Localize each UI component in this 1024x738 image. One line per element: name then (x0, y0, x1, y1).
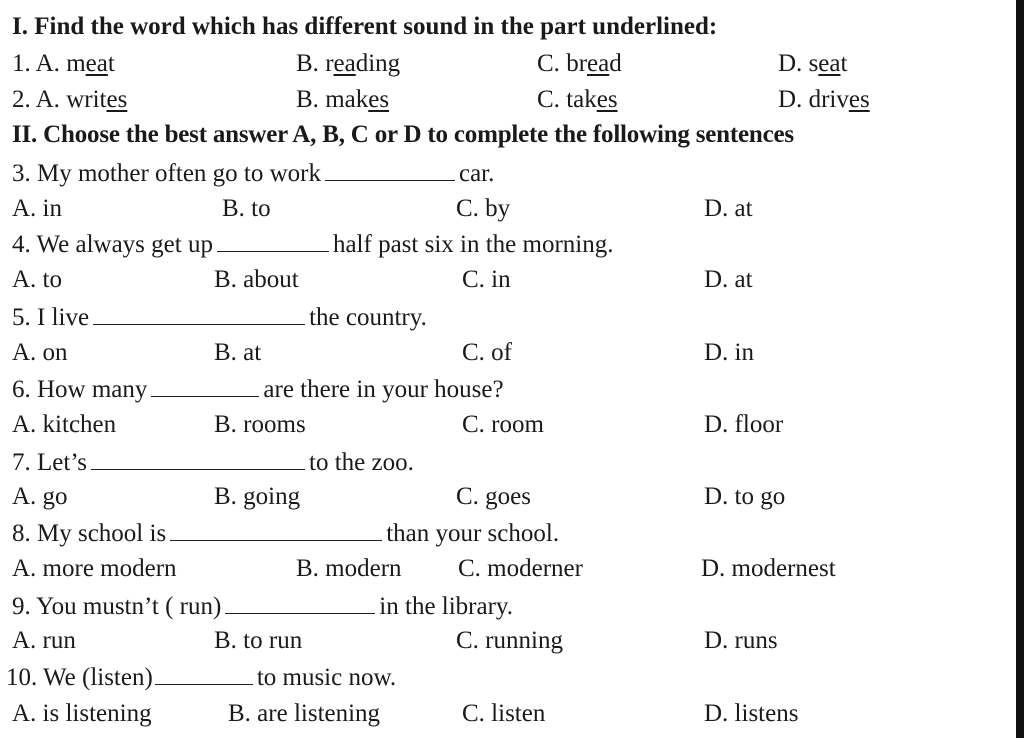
q1-option-a: 1. A. meat (12, 50, 115, 77)
q1-option-b: B. reading (296, 50, 401, 77)
q6-option-b: B. rooms (214, 411, 306, 438)
q4-option-b: B. about (214, 266, 299, 293)
q8-option-c: C. moderner (458, 555, 583, 582)
q7-option-a: A. go (12, 483, 68, 510)
q3-stem: 3. My mother often go to work car. (12, 160, 495, 187)
q8-option-a: A. more modern (12, 555, 177, 582)
q7-option-c: C. goes (456, 483, 531, 510)
q5-option-a: A. on (12, 339, 68, 366)
q5-answer-blank (93, 302, 305, 325)
q5-option-b: B. at (214, 339, 262, 366)
q9-stem: 9. You mustn’t ( run) in the library. (12, 593, 514, 620)
q3-option-a: A. in (12, 195, 62, 222)
q6-option-c: C. room (462, 411, 544, 438)
q10-option-d: D. listens (704, 700, 799, 727)
q8-option-d: D. modernest (701, 555, 836, 582)
q4-option-a: A. to (12, 266, 62, 293)
q3-option-b: B. to (222, 195, 271, 222)
q1-option-d: D. seat (778, 50, 848, 77)
q3-answer-blank (325, 158, 455, 181)
q1-option-c: C. bread (537, 50, 622, 77)
q4-option-d: D. at (704, 266, 753, 293)
q9-answer-blank (225, 591, 375, 614)
q3-option-c: C. by (456, 195, 511, 222)
q6-answer-blank (151, 374, 259, 397)
q9-option-b: B. to run (214, 627, 303, 654)
q10-option-b: B. are listening (228, 700, 381, 727)
q4-answer-blank (217, 229, 329, 252)
q8-stem: 8. My school is than your school. (12, 520, 560, 547)
q2-option-a: 2. A. writes (12, 86, 128, 113)
q9-option-a: A. run (12, 627, 76, 654)
page-edge-border (1016, 0, 1024, 738)
q6-option-d: D. floor (704, 411, 784, 438)
q5-option-c: C. of (462, 339, 512, 366)
q10-stem: 10. We (listen) to music now. (6, 664, 397, 691)
q2-option-c: C. takes (537, 86, 618, 113)
q3-option-d: D. at (704, 195, 753, 222)
q2-option-b: B. makes (296, 86, 390, 113)
q7-option-d: D. to go (704, 483, 786, 510)
section-2-title: II. Choose the best answer A, B, C or D to complete the following sentences (12, 121, 794, 148)
q5-option-d: D. in (704, 339, 754, 366)
section-1-title: I. Find the word which has different sound in the part underlined: (12, 13, 718, 40)
q4-stem: 4. We always get up half past six in the morning. (12, 231, 614, 258)
q8-answer-blank (170, 518, 382, 541)
q10-option-a: A. is listening (12, 700, 152, 727)
q2-option-d: D. drives (778, 86, 870, 113)
q2-label: 2. (12, 86, 31, 113)
q9-option-d: D. runs (704, 627, 778, 654)
q10-option-c: C. listen (462, 700, 546, 727)
q6-stem: 6. How many are there in your house? (12, 376, 504, 403)
q8-option-b: B. modern (296, 555, 402, 582)
q6-option-a: A. kitchen (12, 411, 117, 438)
q7-stem: 7. Let’s to the zoo. (12, 449, 414, 476)
q9-option-c: C. running (456, 627, 563, 654)
q7-option-b: B. going (214, 483, 301, 510)
q4-option-c: C. in (462, 266, 511, 293)
q10-answer-blank (155, 662, 253, 685)
q7-answer-blank (91, 447, 305, 470)
q5-stem: 5. I live the country. (12, 304, 427, 331)
q1-label: 1. (12, 50, 31, 77)
